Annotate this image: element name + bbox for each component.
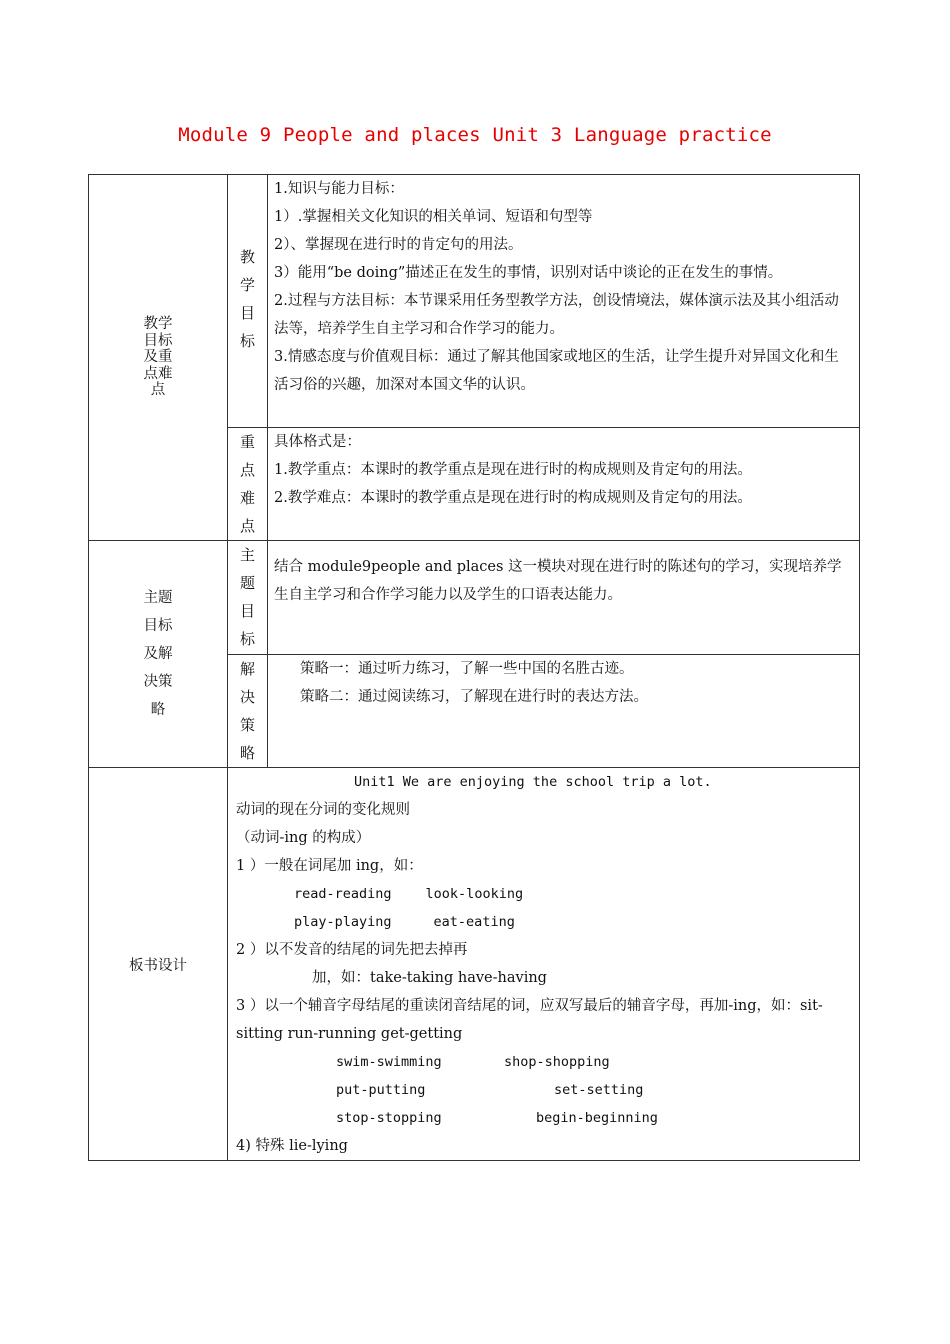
goals-label: 教 学 目 标	[228, 175, 268, 428]
rule1-example-row: read-reading look-looking	[294, 886, 524, 902]
board-design-label: 板书设计	[89, 768, 228, 1161]
goals-content: 1.知识与能力目标： 1）.掌握相关文化知识的相关单词、短语和句型等 2）、掌握现在进行时的肯定句的用法。 3）能用“be doing”描述正在发生的事情，识别对话中谈论的正在发生的事情。 2.过程与方法目标：本节课采用任务型教学方法，创设情境法，媒体演示法及其小组活动法等，培养学生自主学习和合作学习的能力。 3.情感态度与价值观目标：通过了解其他国家或地区的生活，让学生提升对异国文化和生活习俗的兴趣，加深对本国文华的认识。	[268, 175, 860, 428]
board-design-row	[89, 768, 860, 1161]
rule3-example-row: put-putting set-setting	[336, 1082, 644, 1098]
key-points-content: 具体格式是： 1.教学重点：本课时的教学重点是现在进行时的构成规则及肯定句的用法。 2.教学难点：本课时的教学重点是现在进行时的构成规则及肯定句的用法。	[268, 428, 860, 541]
strategy-content: 策略一：通过听力练习，了解一些中国的名胜古迹。 策略二：通过阅读练习，了解现在进行时的表达方法。	[268, 655, 860, 768]
theme-row	[89, 541, 860, 655]
lesson-plan-table	[88, 174, 860, 1161]
theme-label: 主 题 目 标	[228, 541, 268, 655]
rule3-example-row: stop-stopping begin-beginning	[336, 1110, 658, 1126]
goals-row	[89, 175, 860, 428]
rule3-example-row: swim-swimming shop-shopping	[336, 1054, 610, 1070]
section1-label: 教学 目标 及重 点难 点	[89, 175, 228, 541]
strategy-label: 解 决 策 略	[228, 655, 268, 768]
theme-content: 结合 module9people and places 这一模块对现在进行时的陈述句的学习，实现培养学生自主学习和合作学习能力以及学生的口语表达能力。	[268, 541, 860, 655]
key-points-label: 重 点 难 点	[228, 428, 268, 541]
rule1-example-row: play-playing eat-eating	[294, 914, 515, 930]
page-title: Module 9 People and places Unit 3 Language practice	[178, 124, 772, 146]
board-design-content: Unit1 We are enjoying the school trip a lot. 动词的现在分词的变化规则 （动词-ing 的构成） 1 ）一般在词尾加 ing，如： read-reading look-looking play-playing eat-eating 2 ）以不发音的结尾的词先把去掉再 加，如：take-taking have-having 3 ）以一个辅音字母结尾的重读闭音结尾的词，应双写最后的辅音字母，再加-ing，如：sit-sitting run-running get-getting swim-swimming shop-shopping put-putting set-setting stop-stopping begin-beginning 4) 特殊 lie-lying	[228, 768, 860, 1161]
section2-label: 主题 目标 及解 决策 略	[89, 541, 228, 768]
